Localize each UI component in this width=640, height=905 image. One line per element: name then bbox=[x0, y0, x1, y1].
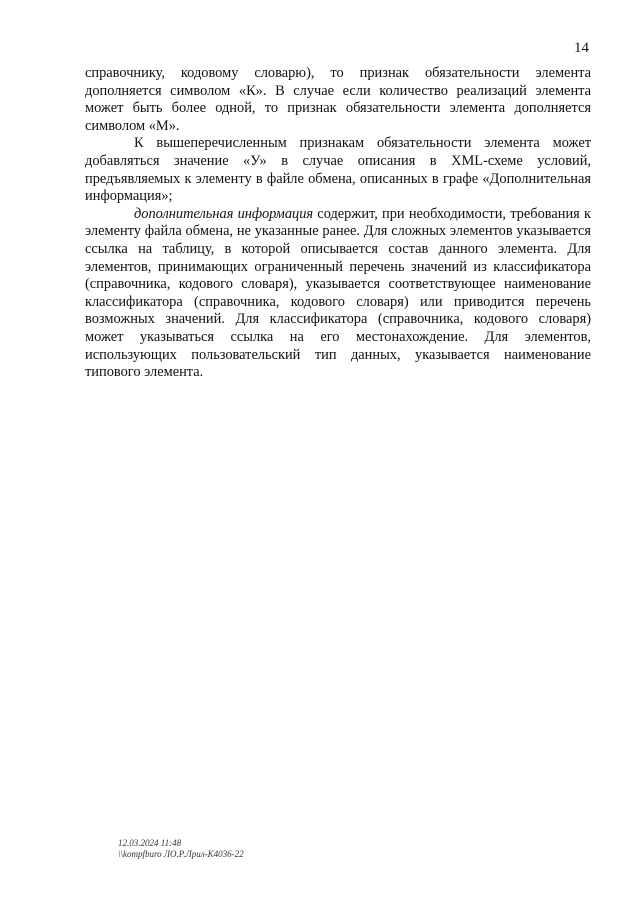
footer-stamp bbox=[118, 838, 244, 860]
page-number: 14 bbox=[574, 40, 589, 56]
paragraph-obligation-mark: К вышеперечисленным признакам обязательности элемента может добавляться значение «У» в случае описания в XML-схеме условий, предъявляемых к элементу в файле обмена, описанных в графе «Дополнительная информация»; bbox=[85, 135, 591, 205]
footer-timestamp: 12.03.2024 11:48 bbox=[118, 838, 182, 848]
term-additional-info: дополнительная информация bbox=[134, 205, 314, 222]
paragraph-continuation: справочнику, кодовому словарю), то признак обязательности элемента дополняется символом «К». В случае если количество реализаций элемента может быть более одной, то признак обязательности элемента дополняется символом «М». bbox=[85, 65, 591, 134]
footer-file-path: \\kompfburo ЛО.Р.Лрил-К4036-22 bbox=[118, 849, 244, 859]
paragraph-additional-info bbox=[85, 206, 591, 382]
paragraph-additional-info-text: содержит, при необходимости, требования к элементу файла обмена, не указанные ранее. Для сложных элементов указывается ссылка на таблицу, в которой описывается состав данного элемента. Для элементов, принимающих ограниченный перечень значений из классификатора (справочника, кодового словаря), указывается соответствующее наименование классификатора (справочника, кодового словаря) или приводится перечень возможных значений. Для классификатора (справочника, кодового словаря) может указываться ссылка на его местонахождение. Для элементов, использующих пользовательский тип данных, указывается наименование типового элемента. bbox=[85, 205, 591, 381]
body-text bbox=[85, 65, 591, 382]
